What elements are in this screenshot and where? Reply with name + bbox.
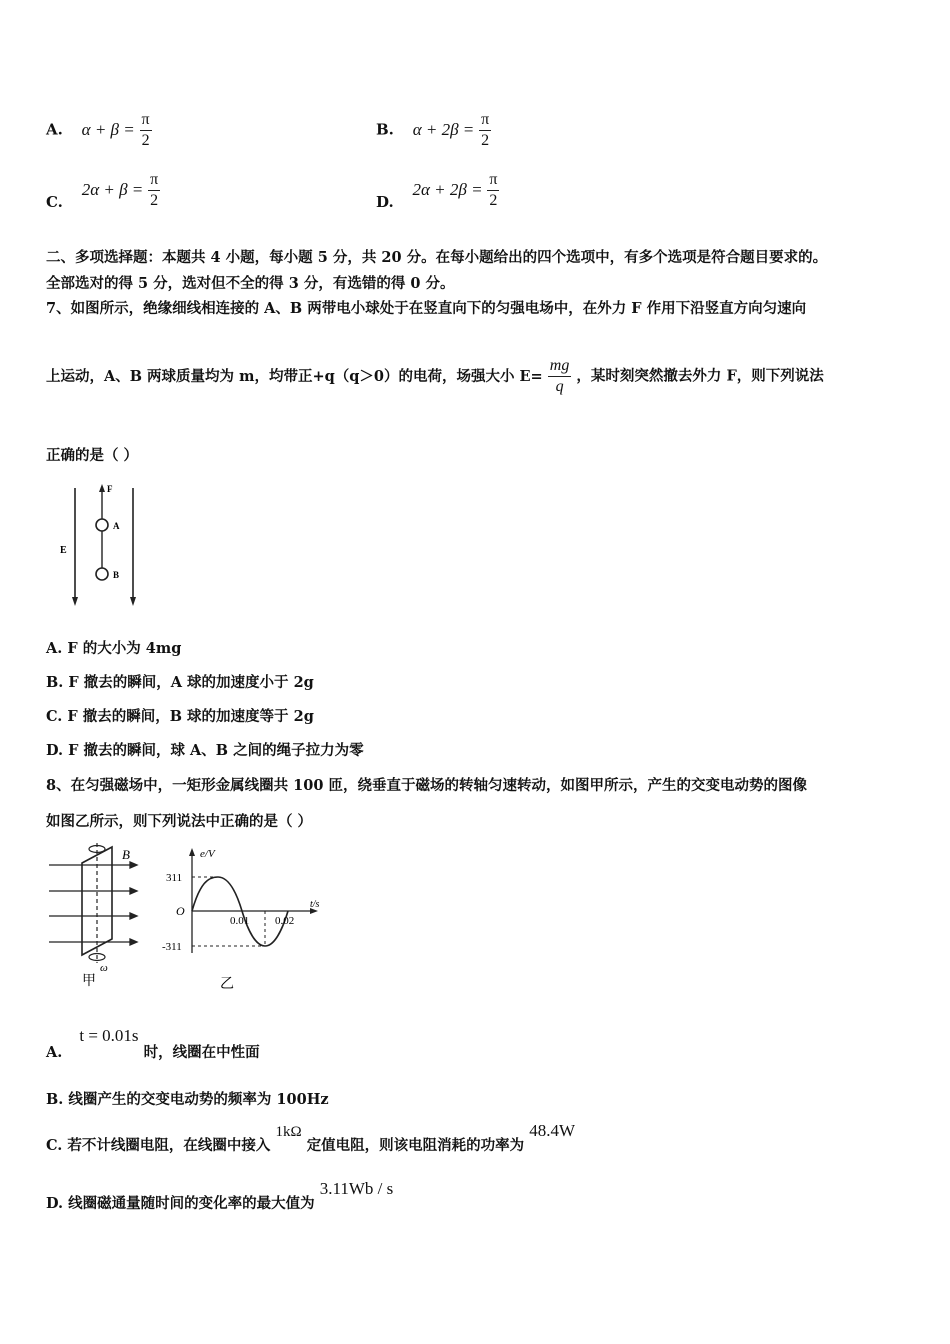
q6-option-a (46, 110, 152, 151)
force-arrow (99, 484, 105, 492)
q7-figure (55, 480, 165, 610)
option-math: 3.11Wb / s (319, 1179, 394, 1198)
section-heading-line2: 全部选对的得 5 分，选对但不全的得 3 分，有选错的得 0 分。 (46, 275, 455, 292)
q7-option-a: A. F 的大小为 4mg (46, 640, 182, 657)
section-heading-line1: 二、多项选择题：本题共 4 小题，每小题 5 分，共 20 分。在每小题给出的四个选项中，有多个选项是符合题目要求的。 (46, 249, 828, 266)
fraction: $\frac{\pi}{2}$ (141, 111, 150, 149)
fraction: $\frac{\pi}{2}$ (489, 171, 498, 209)
q8-option-c: C. 若不计线圈电阻，在线圈中接入 1kΩ 定值电阻，则该电阻消耗的功率为 48.4W (46, 1121, 576, 1154)
ball-b (96, 568, 108, 580)
q7-stem-line2: 上运动，A、B 两球质量均为 m，均带正+q（q＞0）的电荷，场强大小 E= $\frac{mg}{q}$ ，某时刻突然撤去外力 F，则下列说法 (46, 357, 824, 395)
fraction: $\frac{\pi}{2}$ (150, 171, 159, 209)
label-ylabel: e/V (200, 848, 215, 860)
label-f: F (107, 484, 113, 494)
q8-option-a: A. t = 0.01s 时，线圈在中性面 (46, 1026, 260, 1061)
q8-stem-line1: 8、在匀强磁场中，一矩形金属线圈共 100 匝，绕垂直于磁场的转轴匀速转动，如图甲所示，产生的交变电动势的图像 (46, 777, 807, 794)
field-fraction: $\frac{mg}{q}$ (549, 357, 570, 395)
label-t2: 0.02 (275, 915, 295, 927)
label-ymin: -311 (162, 941, 182, 953)
field-arrows (49, 862, 137, 945)
option-math: 2α + β = (81, 179, 144, 199)
q6-option-b (376, 110, 491, 151)
ball-a (96, 519, 108, 531)
q6-option-d (376, 170, 499, 211)
option-label: A. (46, 120, 63, 139)
option-label: C. (46, 192, 63, 211)
fraction: $\frac{\pi}{2}$ (481, 111, 490, 149)
field-arrow-left (72, 597, 78, 606)
caption-jia: 甲 (82, 974, 96, 989)
label-ymax: 311 (166, 872, 183, 884)
q8-stem-line2: 如图乙所示，则下列说法中正确的是（ ） (46, 813, 313, 830)
option-math: α + 2β = (412, 119, 475, 139)
option-math: 1kΩ (275, 1124, 302, 1140)
label-t1: 0.01 (230, 915, 250, 927)
label-b: B (113, 570, 120, 580)
q7-stem-line1: 7、如图所示，绝缘细线相连接的 A、B 两带电小球处于在竖直向下的匀强电场中，在外力 F 作用下沿竖直方向匀速向 (46, 300, 807, 317)
option-label: D. (376, 192, 394, 211)
label-e: E (60, 545, 67, 556)
caption-yi: 乙 (220, 977, 234, 992)
label-origin: O (176, 904, 185, 918)
q8-figure-jia (44, 843, 154, 993)
q7-stem-line3: 正确的是（ ） (46, 447, 139, 464)
label-xlabel: t/s (310, 899, 320, 910)
q7-option-d: D. F 撤去的瞬间，球 A、B 之间的绳子拉力为零 (46, 742, 364, 759)
q8-option-d: D. 线圈磁通量随时间的变化率的最大值为 3.11Wb / s (46, 1179, 394, 1212)
q7-option-b: B. F 撤去的瞬间，A 球的加速度小于 2g (46, 674, 314, 691)
option-math: α + β = (81, 119, 135, 139)
option-math: 2α + 2β = (412, 179, 483, 199)
label-a: A (113, 521, 120, 531)
q8-figure-yi (160, 843, 330, 993)
option-math-power: 48.4W (529, 1121, 576, 1140)
option-math: t = 0.01s (79, 1026, 139, 1045)
field-arrow-right (130, 597, 136, 606)
option-label: B. (376, 120, 394, 139)
label-b-field: B (122, 847, 130, 862)
q7-option-c: C. F 撤去的瞬间，B 球的加速度等于 2g (46, 708, 314, 725)
q8-option-b: B. 线圈产生的交变电动势的频率为 100Hz (46, 1091, 329, 1108)
q6-option-c (46, 170, 160, 211)
label-omega: ω (100, 962, 108, 974)
